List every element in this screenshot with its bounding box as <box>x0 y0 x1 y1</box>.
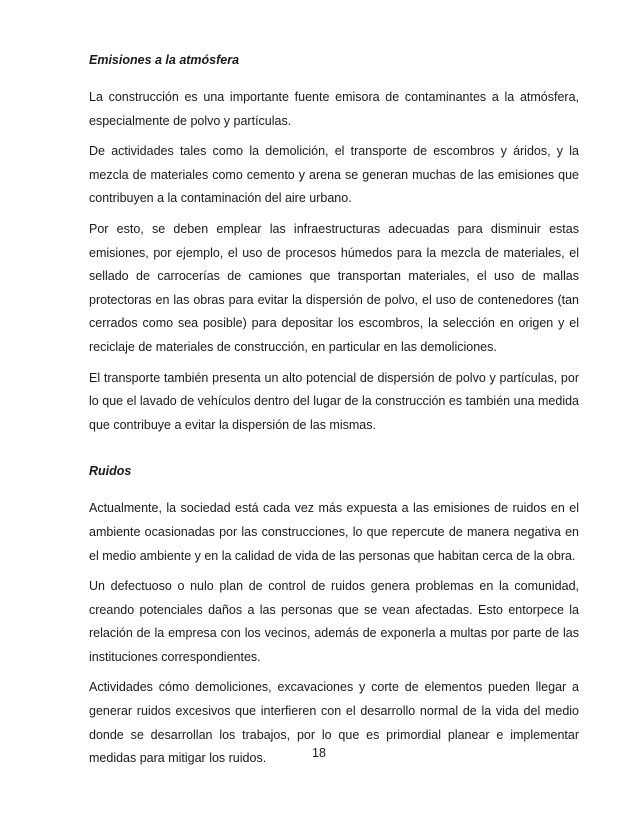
section-heading-ruidos: Ruidos <box>89 464 132 479</box>
page-number: 18 <box>312 746 326 760</box>
paragraph: Un defectuoso o nulo plan de control de ruidos genera problemas en la comunidad, creando potenciales daños a las personas que se vean afectadas. Esto entorpece la relación de la empresa con los vecinos, además de exponerla a multas por parte de las instituciones correspondientes. <box>89 579 579 664</box>
paragraph: La construcción es una importante fuente emisora de contaminantes a la atmósfera, especialmente de polvo y partículas. <box>89 90 579 128</box>
paragraph: Actividades cómo demoliciones, excavaciones y corte de elementos pueden llegar a generar ruidos excesivos que interfieren con el desarrollo normal de la vida del medio donde se desarrollan los trabajos, por lo que es primordial planear e implementar medidas para mitigar los ruidos. <box>89 680 579 766</box>
section-heading-emisiones: Emisiones a la atmósfera <box>89 53 240 67</box>
paragraph: De actividades tales como la demolición, el transporte de escombros y áridos, y la mezcla de materiales como cemento y arena se generan muchas de las emisiones que contribuyen a la contaminación del aire urbano. <box>89 144 579 206</box>
paragraph: El transporte también presenta un alto potencial de dispersión de polvo y partículas, por lo que el lavado de vehículos dentro del lugar de la construcción es también una medida que contribuye a evitar la dispersión de las mismas. <box>89 370 579 432</box>
page-content <box>89 52 579 778</box>
paragraph: Por esto, se deben emplear las infraestructuras adecuadas para disminuir estas emisiones, por ejemplo, el uso de procesos húmedos para la mezcla de materiales, el sellado de carrocerías de camiones que transportan materiales, el uso de mallas protectoras en las obras para evitar la dispersión de polvo, el uso de contenedores (tan cerrados como sea posible) para depositar los escombros, la selección en origen y el reciclaje de materiales de construcción, en particular en las demoliciones. <box>89 221 579 354</box>
paragraph: Actualmente, la sociedad está cada vez más expuesta a las emisiones de ruidos en el ambiente ocasionadas por las construcciones, lo que repercute de manera negativa en el medio ambiente y en la calidad de vida de las personas que habitan cerca de la obra. <box>89 501 579 563</box>
